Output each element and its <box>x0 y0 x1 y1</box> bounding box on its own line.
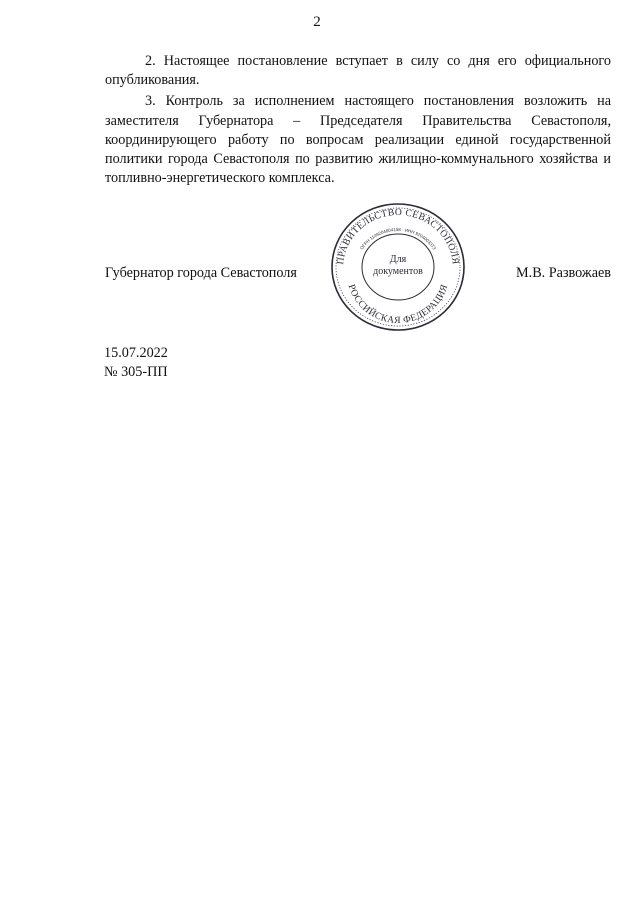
seal-graphic <box>329 201 467 333</box>
signer-position: Губернатор города Севастополя <box>105 265 297 281</box>
document-body <box>105 52 611 188</box>
seal-top-text: ПРАВИТЕЛЬСТВО СЕВАСТОПОЛЯ <box>335 206 461 266</box>
page-number: 2 <box>313 14 321 30</box>
signer-name: М.В. Развожаев <box>516 265 611 281</box>
paragraph-2: 2. Настоящее постановление вступает в силу со дня его официального опубликования. <box>105 53 611 89</box>
seal-center-line-1: Для <box>389 254 407 265</box>
document-date: 15.07.2022 <box>104 345 168 361</box>
official-seal <box>329 201 467 333</box>
seal-bottom-text: РОССИЙСКАЯ ФЕДЕРАЦИЯ <box>345 282 451 327</box>
document-number: № 305-ПП <box>104 363 168 380</box>
paragraph-3: 3. Контроль за исполнением настоящего постановления возложить на заместителя Губернатора – Председателя Правительства Севастополя, координирующего работу по вопросам реализации единой государственной политики города Севастополя по развитию жилищно-коммунального хозяйства и топливно-энергетического комплекса. <box>105 93 611 187</box>
seal-registration-text: ОГРН 1149204004158 · ИНН 9204003373 <box>359 226 437 251</box>
document-meta <box>104 344 168 381</box>
seal-center-line-2: документов <box>373 266 423 277</box>
